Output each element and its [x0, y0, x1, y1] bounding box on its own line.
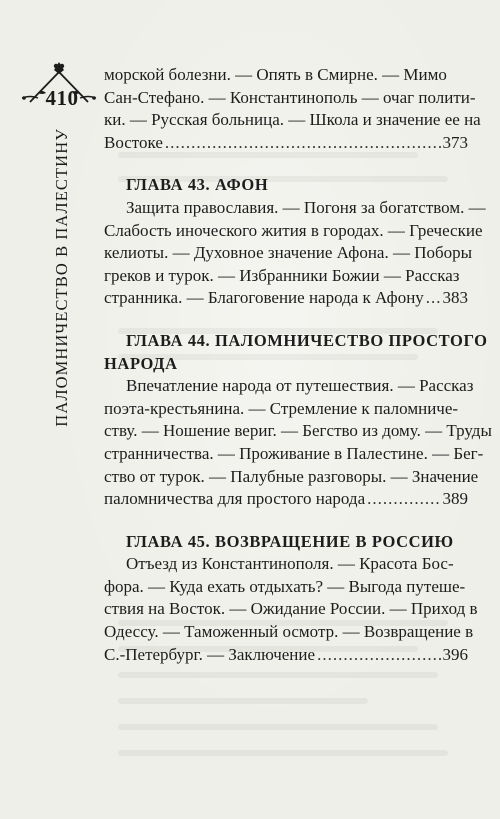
leader-dots	[165, 132, 441, 155]
running-title-text: ПАЛОМНИЧЕСТВО В ПАЛЕСТИНУ	[52, 128, 71, 427]
toc-page-ref-line	[104, 644, 468, 667]
toc-text-line: ству. — Ношение вериг. — Бегство из дому. — Труды	[104, 421, 492, 441]
toc-text-line: ствия на Восток. — Ожидание России. — Приход в	[104, 599, 478, 619]
toc-page-ref-line	[104, 488, 468, 511]
toc-page-number: 389	[442, 489, 468, 509]
table-of-contents	[104, 64, 492, 666]
toc-page-number: 373	[442, 132, 468, 152]
toc-text-line: Впечатление народа от путешествия. — Рассказ	[126, 376, 474, 396]
toc-last-text: странника. — Благоговение народа к Афону	[104, 288, 424, 308]
leader-dots	[367, 488, 440, 511]
toc-text-line: Сан-Стефано. — Константинополь — очаг полити-	[104, 87, 476, 107]
running-title	[50, 128, 74, 768]
toc-text-line: греков и турок. — Избранники Божии — Рассказ	[104, 265, 460, 285]
page-number: 410	[45, 86, 79, 110]
leader-dots	[317, 644, 440, 667]
chapter-heading: ГЛАВА 44. ПАЛОМНИЧЕСТВО ПРОСТОГО	[126, 330, 488, 350]
toc-text-line: Одессу. — Таможенный осмотр. — Возвращение в	[104, 622, 474, 642]
leader-dots	[426, 287, 441, 310]
toc-page-ref-line	[104, 287, 468, 310]
toc-last-text: паломничества для простого народа	[104, 489, 366, 509]
toc-text-line: келиоты. — Духовное значение Афона. — Поборы	[104, 243, 473, 263]
toc-last-text: Востоке	[104, 132, 163, 152]
toc-text-line: морской болезни. — Опять в Смирне. — Мимо	[104, 65, 447, 84]
toc-text-line: Защита православия. — Погоня за богатством. —	[126, 197, 486, 217]
bleed-through-mark	[118, 724, 438, 730]
toc-text-line: ки. — Русская больница. — Школа и значение ее на	[104, 110, 481, 130]
chapter-heading: НАРОДА	[104, 353, 178, 373]
toc-text-line: странничества. — Проживание в Палестине. — Бег-	[104, 443, 484, 463]
chapter-heading: ГЛАВА 45. ВОЗВРАЩЕНИЕ В РОССИЮ	[126, 531, 454, 551]
bleed-through-mark	[118, 672, 438, 678]
toc-text-line: Отъезд из Константинополя. — Красота Бос-	[126, 554, 454, 574]
toc-page-number: 396	[442, 644, 468, 664]
toc-entry	[104, 174, 486, 310]
toc-last-text: С.-Петербург. — Заключение	[104, 644, 316, 664]
toc-text-line: Слабость иноческого жития в городах. — Греческие	[104, 220, 483, 240]
toc-entry	[104, 330, 492, 511]
toc-entry	[104, 64, 481, 154]
bleed-through-mark	[118, 750, 448, 756]
toc-text-line: ство от турок. — Палубные разговоры. — Значение	[104, 466, 479, 486]
bleed-through-mark	[118, 698, 368, 704]
toc-text-line: фора. — Куда ехать отдыхать? — Выгода путеше-	[104, 576, 466, 596]
toc-text-line: поэта-крестьянина. — Стремление к паломниче-	[104, 398, 459, 418]
toc-entry	[104, 531, 478, 667]
toc-page-ref-line	[104, 132, 468, 155]
chapter-heading: ГЛАВА 43. АФОН	[126, 175, 269, 195]
toc-page-number: 383	[442, 288, 468, 308]
